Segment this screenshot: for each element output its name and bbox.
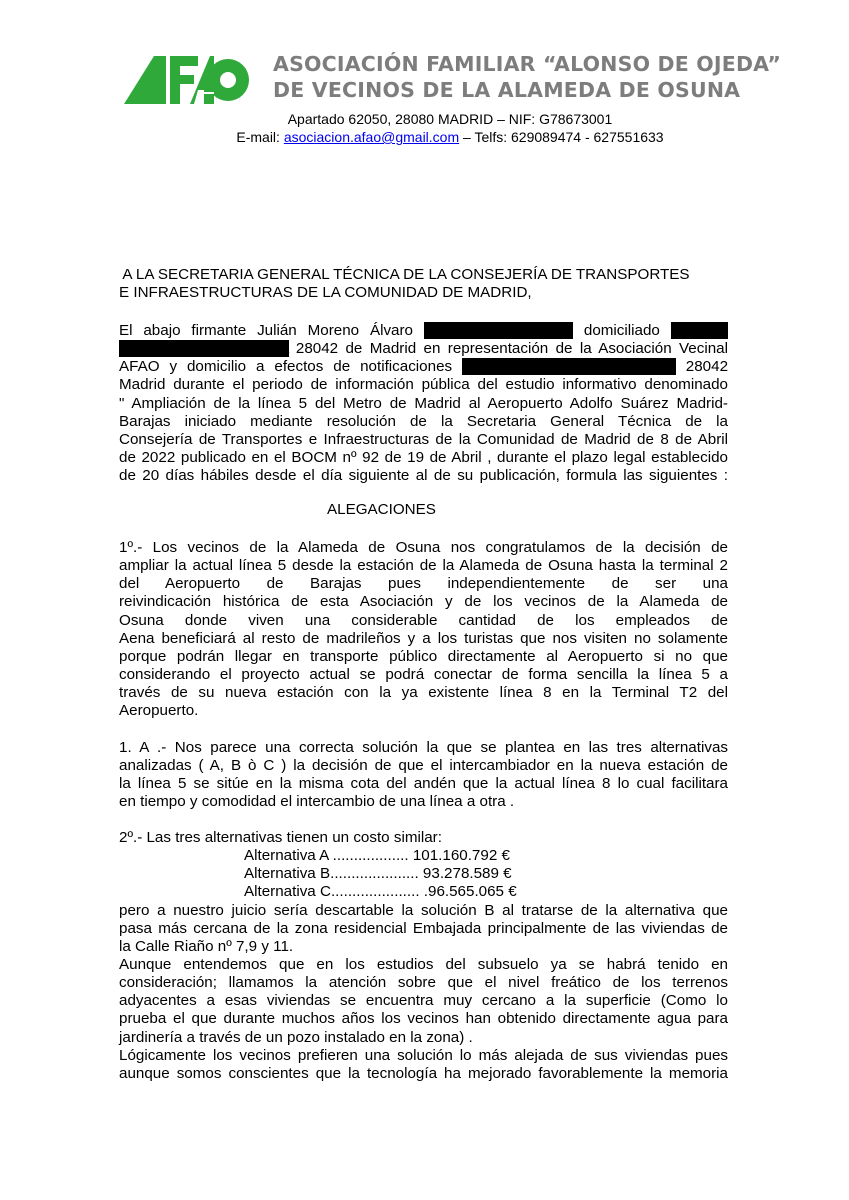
email-link[interactable]: asociacion.afao@gmail.com [283,129,460,145]
alternative-cost: Alternativa B..................... 93.278.589 € [244,865,512,883]
contact-line [150,128,750,146]
addressee [119,266,739,302]
redacted-address: C/ Soto [670,322,728,339]
para-line: ampliar la actual línea 5 desde la estación de la Alameda de Osuna hasta la terminal 2 [119,557,728,575]
para-line: analizadas ( A, B ò C ) la decisión de que el intercambiador en la nueva estación de [119,757,728,775]
afao-logo [122,50,250,106]
para-line: la línea 5 se sitúe en la misma cota del andén que la actual línea 8 lo cual facilitara [119,775,728,793]
para-line: Aeropuerto. [119,702,199,720]
para-line: pasa más cercana de la zona residencial Embajada principalmente de las viviendas de [119,919,728,937]
organization-name-line2: DE VECINOS DE LA ALAMEDA DE OSUNA [273,78,741,102]
para-line: porque podrán llegar en transporte público directamente al Aeropuerto si no que [119,647,728,665]
para-line: la Calle Riaño nº 7,9 y 11. [119,937,294,955]
redacted-notification-address: C/ Bahía de San Juan nº 7 [462,358,676,376]
addressee-line2: E INFRAESTRUCTURAS DE LA COMUNIDAD DE MADRID, [119,284,532,302]
para-line: pero a nuestro juicio sería descartable la solución B al tratarse de la alternativa que [119,901,728,919]
para-line: considerando el proyecto actual se podrá conectar de forma sencilla la línea 5 a [119,665,728,683]
addressee-line1: A LA SECRETARIA GENERAL TÉCNICA DE LA CONSEJERÍA DE TRANSPORTES [119,266,690,283]
intro-line: Madrid durante el periodo de información pública del estudio informativo denominado [119,376,728,394]
section-heading: ALEGACIONES [327,501,436,518]
para-line: Aena beneficiará al resto de madrileños y a los turistas que nos visiten no solamente [119,629,728,647]
para-line: reivindicación histórica de esta Asociación y de los vecinos de la Alameda de [119,593,728,611]
intro-line: El abajo firmante Julián Moreno Álvaro con DNI 02479430F domiciliado C/ Soto [119,322,728,339]
postal-address: Apartado 62050, 28080 MADRID – NIF: G78673001 [287,111,613,127]
intro-line: Hidalgo nº 10 piso 5º A 28042 de Madrid en representación de la Asociación Vecinal [119,340,728,358]
intro-line: Barajas iniciado mediante resolución de la Secretaria General Técnica de la [119,412,728,430]
para-line: en tiempo y comodidad el intercambio de una línea a otra . [119,793,515,811]
organization-name-line1: ASOCIACIÓN FAMILIAR “ALONSO DE OJEDA” [273,52,782,76]
para-line: Osuna donde viven una considerable cantidad de los empleados de [119,611,728,629]
allegation-1a [119,739,728,812]
para-line: del Aeropuerto de Barajas pues independientemente de ser una [119,575,728,593]
intro-line: Consejería de Transportes e Infraestructuras de la Comunidad de Madrid de 8 de Abril [119,430,728,448]
para-line: consideración; llamamos la atención sobre que el nivel freático de los terrenos [119,974,728,992]
intro-line: de 20 días hábiles desde el día siguiente al de su publicación, formula las siguientes : [119,467,728,485]
intro-paragraph [119,322,728,485]
para-line: 1º.- Los vecinos de la Alameda de Osuna nos congratulamos de la decisión de [119,539,728,556]
email-prefix: E-mail: [236,129,284,145]
alternative-cost: Alternativa C..................... .96.565.065 € [244,883,517,901]
para-line: prueba el que durante muchos años los vecinos han obtenido directamente agua para [119,1010,728,1028]
intro-line: AFAO y domicilio a efectos de notificaciones C/ Bahía de San Juan nº 7 28042 [119,358,729,376]
intro-line: de 2022 publicado en el BOCM nº 92 de 19 de Abril , durante el plazo legal establecido [119,448,728,466]
para-line: 1. A .- Nos parece una correcta solución la que se plantea en las tres alternativas [119,739,728,756]
redacted-id: con DNI 02479430F [423,322,574,339]
para-line: Aunque entendemos que en los estudios del subsuelo ya se habrá tenido en [119,955,728,973]
para-line: jardinería a través de un pozo instalado en la zona) . [119,1028,473,1046]
para-line: Lógicamente los vecinos prefieren una solución lo más alejada de sus viviendas pues [119,1046,728,1064]
para-line: aunque somos conscientes que la tecnología ha mejorado favorablemente la memoria [119,1064,728,1082]
para-line: través de su nueva estación con la ya existente línea 8 en la Terminal T2 del [119,684,728,702]
alternative-cost: Alternativa A .................. 101.160.792 € [244,847,510,865]
contact-block [150,110,750,146]
redacted-address: Hidalgo nº 10 piso 5º A [119,340,289,358]
phone-numbers: – Telfs: 629089474 - 627551633 [459,129,664,145]
para-line: 2º.- Las tres alternativas tienen un costo similar: [119,829,442,846]
intro-line: " Ampliación de la línea 5 del Metro de Madrid al Aeropuerto Adolfo Suárez Madrid- [119,394,728,412]
para-line: adyacentes a esas viviendas se encuentra muy cercano a la superficie (Como lo [119,992,728,1010]
allegation-2 [119,829,728,1083]
allegation-1 [119,539,728,720]
organization-name [273,51,782,103]
